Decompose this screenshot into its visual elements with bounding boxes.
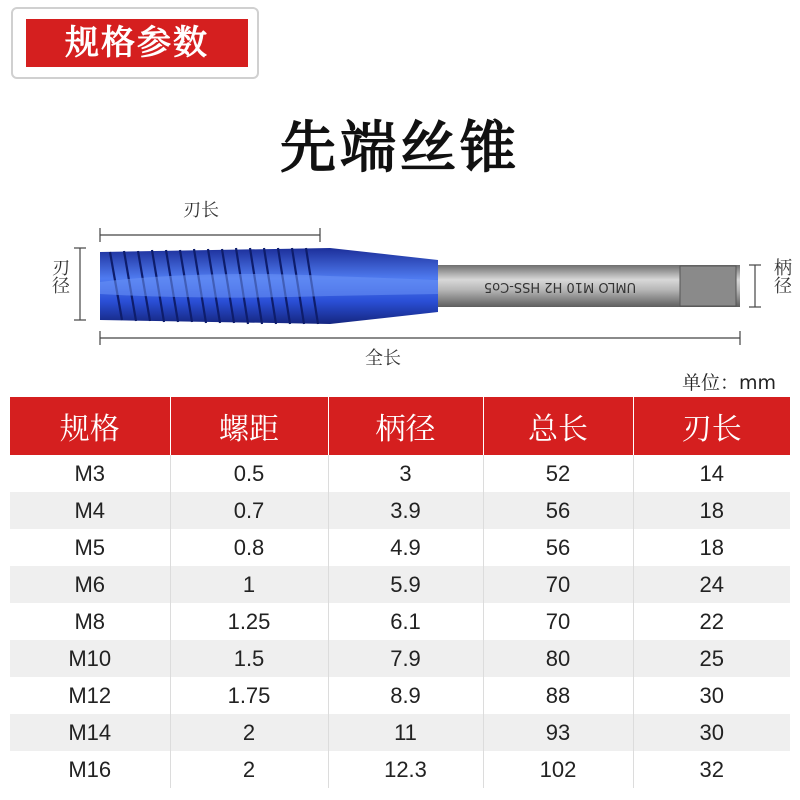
column-header-blade-length: 刃长	[633, 397, 790, 455]
cell-spec: M3	[10, 455, 170, 492]
blade-length-label: 刃长	[183, 200, 219, 221]
table-row	[10, 566, 790, 603]
cell-shank-diameter: 6.1	[328, 603, 483, 640]
cell-pitch: 2	[170, 751, 328, 788]
cell-pitch: 1.5	[170, 640, 328, 677]
cell-total-length: 70	[483, 566, 633, 603]
shank-diameter-label: 柄径	[771, 258, 792, 294]
cell-shank-diameter: 4.9	[328, 529, 483, 566]
cell-shank-diameter: 5.9	[328, 566, 483, 603]
cell-spec: M8	[10, 603, 170, 640]
unit-label: 单位：mm	[681, 372, 776, 394]
header-badge-label: 规格参数	[26, 19, 248, 67]
cell-shank-diameter: 3.9	[328, 492, 483, 529]
cell-pitch: 0.5	[170, 455, 328, 492]
cell-pitch: 0.8	[170, 529, 328, 566]
cell-blade-length: 18	[633, 492, 790, 529]
total-length-label: 全长	[365, 348, 401, 369]
cell-shank-diameter: 3	[328, 455, 483, 492]
cell-pitch: 1.25	[170, 603, 328, 640]
tap-square-end	[680, 266, 736, 306]
cell-total-length: 80	[483, 640, 633, 677]
cell-blade-length: 22	[633, 603, 790, 640]
column-header-total-length: 总长	[483, 397, 633, 455]
cell-spec: M10	[10, 640, 170, 677]
cell-spec: M16	[10, 751, 170, 788]
tap-diagram	[0, 190, 800, 370]
cell-pitch: 1.75	[170, 677, 328, 714]
cell-total-length: 52	[483, 455, 633, 492]
cell-pitch: 2	[170, 714, 328, 751]
cell-blade-length: 18	[633, 529, 790, 566]
cell-spec: M6	[10, 566, 170, 603]
cell-blade-length: 30	[633, 677, 790, 714]
table-row	[10, 529, 790, 566]
table-row	[10, 640, 790, 677]
table-row	[10, 603, 790, 640]
cell-blade-length: 32	[633, 751, 790, 788]
header-badge	[11, 7, 259, 79]
tap-drawing	[0, 190, 800, 370]
column-header-pitch: 螺距	[170, 397, 328, 455]
cell-total-length: 56	[483, 529, 633, 566]
cell-shank-diameter: 8.9	[328, 677, 483, 714]
table-header-row	[10, 397, 790, 455]
table-row	[10, 677, 790, 714]
cell-shank-diameter: 7.9	[328, 640, 483, 677]
cell-spec: M14	[10, 714, 170, 751]
column-header-shank-diameter: 柄径	[328, 397, 483, 455]
column-header-spec: 规格	[10, 397, 170, 455]
table-row	[10, 492, 790, 529]
cell-shank-diameter: 11	[328, 714, 483, 751]
cell-spec: M5	[10, 529, 170, 566]
page-title: 先端丝锥	[280, 116, 520, 181]
cell-pitch: 1	[170, 566, 328, 603]
blade-diameter-label: 刃径	[49, 258, 70, 294]
spec-table	[10, 397, 790, 788]
cell-blade-length: 30	[633, 714, 790, 751]
cell-total-length: 70	[483, 603, 633, 640]
cell-blade-length: 14	[633, 455, 790, 492]
cell-pitch: 0.7	[170, 492, 328, 529]
cell-total-length: 93	[483, 714, 633, 751]
cell-spec: M12	[10, 677, 170, 714]
cell-blade-length: 25	[633, 640, 790, 677]
cell-total-length: 88	[483, 677, 633, 714]
table-row	[10, 714, 790, 751]
cell-shank-diameter: 12.3	[328, 751, 483, 788]
cell-total-length: 102	[483, 751, 633, 788]
cell-spec: M4	[10, 492, 170, 529]
cell-total-length: 56	[483, 492, 633, 529]
table-row	[10, 455, 790, 492]
tool-marking: UMLO M10 H2 HSS-Co5	[483, 279, 637, 294]
cell-blade-length: 24	[633, 566, 790, 603]
table-row	[10, 751, 790, 788]
